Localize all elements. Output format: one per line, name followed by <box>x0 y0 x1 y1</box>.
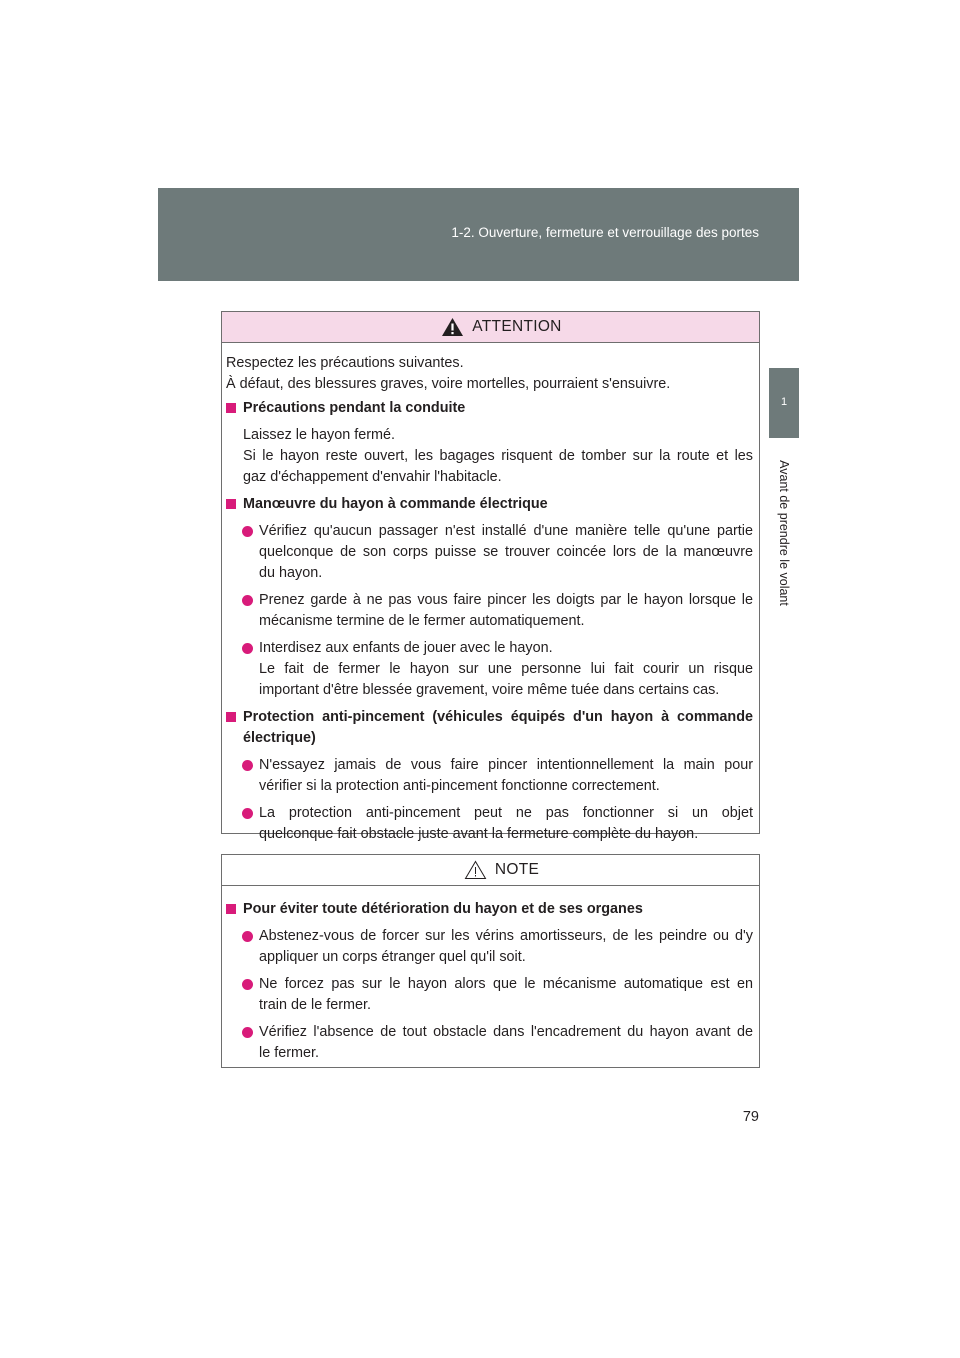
section-heading: Manœuvre du hayon à commande électrique <box>226 494 753 515</box>
section-heading: Précautions pendant la conduite <box>226 398 753 419</box>
attention-intro <box>226 353 753 395</box>
list-item: Ne forcez pas sur le hayon alors que le mécanisme automatique est en train de le fermer. <box>226 974 753 1016</box>
chapter-label: Avant de prendre le volant <box>777 460 791 606</box>
list-item: Abstenez-vous de forcer sur les vérins amortisseurs, de les peindre ou d'y appliquer un corps étranger quel qu'il soit. <box>226 926 753 968</box>
list-item: Prenez garde à ne pas vous faire pincer les doigts par le hayon lorsque le mécanisme termine de le fermer automatiquement. <box>226 590 753 632</box>
bullet-dot-icon <box>242 595 253 606</box>
section-title: 1-2. Ouverture, fermeture et verrouillage des portes <box>451 225 759 240</box>
bullet-dot-icon <box>242 526 253 537</box>
chapter-number: 1 <box>780 396 788 408</box>
intro-line: Respectez les précautions suivantes. <box>226 355 464 371</box>
chapter-tab <box>769 368 799 438</box>
section-text: Laissez le hayon fermé. Si le hayon reste ouvert, les bagages risquent de tomber sur la route et les gaz d'échappement d'envahir l'habitacle. <box>243 427 753 485</box>
square-bullet-icon <box>226 403 236 413</box>
list-item: La protection anti-pincement peut ne pas fonctionner si un objet quelconque fait obstacle juste avant la fermeture complète du hayon. <box>226 803 753 845</box>
page-number: 79 <box>742 1109 759 1125</box>
note-header <box>222 855 759 886</box>
intro-line: À défaut, des blessures graves, voire mortelles, pourraient s'ensuivre. <box>226 376 671 392</box>
bullet-dot-icon <box>242 643 253 654</box>
bullet-dot-icon <box>242 1027 253 1038</box>
list-item: Interdisez aux enfants de jouer avec le hayon. Le fait de fermer le hayon sur une personne lui fait courir un risque important d'être blessée gravement, voire même tuée dans certains cas. <box>226 638 753 701</box>
attention-title: ATTENTION <box>472 318 562 335</box>
list-item: N'essayez jamais de vous faire pincer intentionnellement la main pour vérifier si la protection anti-pincement fonctionne correctement. <box>226 755 753 797</box>
section-heading: Protection anti-pincement (véhicules équipés d'un hayon à commande électrique) <box>226 707 753 749</box>
bullet-dot-icon <box>242 808 253 819</box>
warning-icon <box>441 317 464 337</box>
section-heading: Pour éviter toute détérioration du hayon et de ses organes <box>226 899 753 920</box>
square-bullet-icon <box>226 712 236 722</box>
list-item: Vérifiez qu'aucun passager n'est installé d'une manière telle qu'une partie quelconque de son corps puisse se trouver coincée lors de la manœuvre du hayon. <box>226 521 753 584</box>
chapter-header-band <box>158 188 799 281</box>
square-bullet-icon <box>226 904 236 914</box>
attention-header <box>222 312 759 343</box>
note-title: NOTE <box>494 861 540 878</box>
caution-outline-icon <box>464 860 487 880</box>
bullet-dot-icon <box>242 931 253 942</box>
bullet-dot-icon <box>242 760 253 771</box>
bullet-dot-icon <box>242 979 253 990</box>
attention-body <box>222 343 759 845</box>
attention-box <box>221 311 760 842</box>
list-item: Vérifiez l'absence de tout obstacle dans l'encadrement du hayon avant de le fermer. <box>226 1022 753 1064</box>
note-body <box>222 886 759 1064</box>
square-bullet-icon <box>226 499 236 509</box>
note-box <box>221 854 760 1068</box>
